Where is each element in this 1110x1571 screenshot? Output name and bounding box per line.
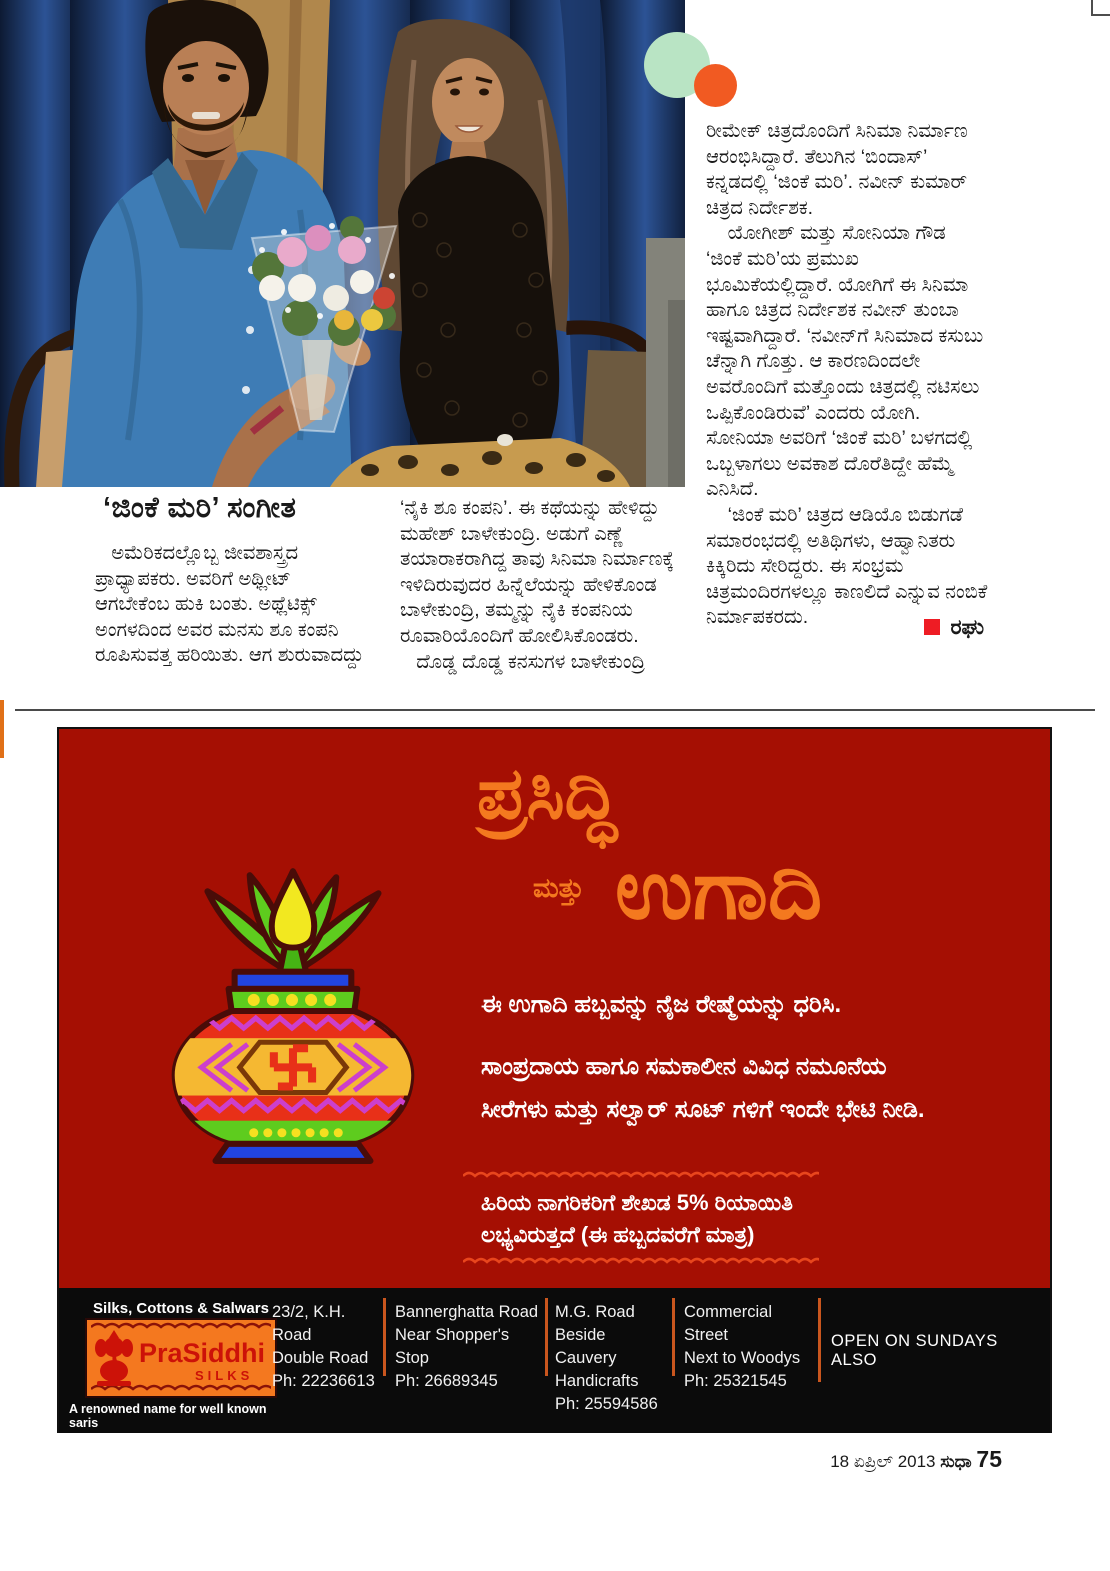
text-line: ರೂವಾರಿಯೊಂದಿಗೆ ಹೋಲಿಸಿಕೊಂಡರು. — [400, 624, 639, 647]
article-column-3 — [706, 119, 1018, 631]
text-line: ‘ಜಿಂಕೆ ಮರಿ’ ಚಿತ್ರದ ಆಡಿಯೊ ಬಿಡುಗಡೆ — [706, 503, 964, 526]
text-line: Ph: 25321545 — [684, 1372, 787, 1390]
text-line: ಆರಂಭಿಸಿದ್ದಾರೆ. ತೆಲುಗಿನ ‘ಬಿಂದಾಸ್’ — [706, 145, 928, 168]
text-line: ಭೂಮಿಕೆಯಲ್ಲಿದ್ದಾರೆ. ಯೋಗಿಗೆ ಈ ಸಿನಿಮಾ — [706, 273, 969, 296]
text-line: ಎನಿಸಿದೆ. — [706, 478, 759, 501]
text-line: Handicrafts — [555, 1372, 639, 1390]
text-line: M.G. Road — [555, 1303, 635, 1321]
ad-red-panel — [59, 729, 1050, 1288]
ad-body-lines — [481, 1045, 925, 1131]
text-line: ಹಾಗೂ ಚಿತ್ರದ ನಿರ್ದೇಶಕ ನವೀನ್ ತುಂಬಾ — [706, 299, 959, 322]
prasiddhi-silks-ad — [57, 727, 1052, 1433]
text-line: ಚಿತ್ರದ ನಿರ್ದೇಶಕ. — [706, 196, 814, 219]
text-line: ‘ನೈಕಿ ಶೂ ಕಂಪನಿ’. ಈ ಕಥೆಯನ್ನು ಹೇಳಿದ್ದು — [400, 497, 660, 519]
text-line: ಲಭ್ಯವಿರುತ್ತದೆ (ಈ ಹಬ್ಬದವರೆಗೆ ಮಾತ್ರ) — [481, 1222, 755, 1247]
prasiddhi-logo — [85, 1318, 277, 1398]
ad-headline-word2: ಉಗಾದಿ — [615, 842, 823, 936]
article-column-1 — [95, 541, 400, 669]
location-separator — [383, 1298, 386, 1376]
ad-offer-lines — [463, 1181, 823, 1257]
section-divider — [15, 709, 1095, 711]
ad-offer-block — [463, 1171, 823, 1267]
store-tagline-bottom: A renowned name for well known saris — [69, 1402, 267, 1430]
footer-date: 18 ಏಪ್ರಿಲ್ 2013 — [830, 1452, 936, 1471]
text-line: ಪ್ರಾಧ್ಯಾಪಕರು. ಅವರಿಗೆ ಅಥ್ಲೀಟ್ — [95, 567, 291, 590]
text-line: ಕನ್ನಡದಲ್ಲಿ ‘ಜಿಂಕೆ ಮರಿ’. ನವೀನ್ ಕುಮಾರ್ — [706, 171, 968, 194]
ad-store-strip — [59, 1288, 1050, 1433]
wavy-rule-bottom — [463, 1257, 819, 1267]
text-line: Ph: 22236613 — [272, 1372, 375, 1390]
article-column-2 — [400, 496, 710, 675]
byline-square-marker — [924, 619, 940, 635]
ad-lead-line: ಈ ಉಗಾದಿ ಹಬ್ಬವನ್ನು ನೈಜ ರೇಷ್ಮೆಯನ್ನು ಧರಿಸಿ. — [481, 991, 842, 1018]
footer-page-number: 75 — [976, 1446, 1002, 1472]
text-line: Ph: 26689345 — [395, 1372, 498, 1390]
text-line: Ph: 25594586 — [555, 1395, 658, 1413]
footer-magazine-name: ಸುಧಾ — [940, 1452, 972, 1471]
text-line: ಇಷ್ಟವಾಗಿದ್ದಾರೆ. ‘ನವೀನ್‌ಗೆ ಸಿನಿಮಾದ ಕಸುಬು — [706, 324, 984, 347]
store-location-kh-road — [272, 1301, 384, 1393]
text-line: ಯೋಗೀಶ್ ಮತ್ತು ಸೋನಿಯಾ ಗೌಡ — [706, 222, 946, 245]
text-line: ಹಿರಿಯ ನಾಗರಿಕರಿಗೆ ಶೇಖಡ 5% ರಿಯಾಯಿತಿ — [481, 1190, 793, 1215]
wavy-rule-top — [463, 1171, 819, 1181]
text-line: ಅಮೆರಿಕದಲ್ಲೊಬ್ಬ ಜೀವಶಾಸ್ತ್ರದ — [95, 542, 299, 564]
byline-name: ರಘು — [950, 616, 984, 639]
print-edge-artifact — [0, 700, 4, 758]
ad-headline-word1: ಪ್ರಸಿದ್ಧಿ — [477, 754, 617, 834]
byline — [706, 616, 984, 640]
text-line: Bannerghatta Road — [395, 1303, 539, 1321]
corner-crop-mark-horizontal — [1091, 14, 1110, 16]
text-line: ದೊಡ್ಡ ದೊಡ್ಡ ಕನಸುಗಳ ಬಾಳೇಕುಂದ್ರಿ — [400, 650, 645, 673]
text-line: ಮಹೇಶ್ ಬಾಳೇಕುಂದ್ರಿ. ಅಡುಗೆ ಎಣ್ಣೆ — [400, 522, 624, 545]
partial-person-right — [646, 238, 685, 487]
text-line: ಸಾಂಪ್ರದಾಯ ಹಾಗೂ ಸಮಕಾಲೀನ ವಿವಿಧ ನಮೂನೆಯ — [481, 1053, 887, 1080]
text-line: Beside Cauvery — [555, 1326, 617, 1367]
text-line: Near Shopper's Stop — [395, 1326, 510, 1367]
text-line: Commercial Street — [684, 1303, 773, 1344]
article-heading: ‘ಜಿಂಕೆ ಮರಿ’ ಸಂಗೀತ — [103, 492, 297, 524]
location-separator — [818, 1298, 821, 1382]
ganesha-icon — [91, 1328, 137, 1390]
location-separator — [545, 1298, 548, 1376]
location-separator — [672, 1298, 675, 1376]
text-line: ಕಿಕ್ಕಿರಿದು ಸೇರಿದ್ದರು. ಈ ಸಂಭ್ರಮ — [706, 555, 904, 578]
text-line: ಆಗಬೇಕೆಂಬ ಹುಕಿ ಬಂತು. ಅಥ್ಲೆಟಿಕ್ಸ್ — [95, 593, 317, 616]
store-location-commercial-street — [684, 1301, 814, 1393]
text-line: ರೀಮೇಕ್ ಚಿತ್ರದೊಂದಿಗೆ ಸಿನಿಮಾ ನಿರ್ಮಾಣ — [706, 120, 968, 142]
event-photo — [0, 0, 685, 487]
store-location-mg-road — [555, 1301, 667, 1416]
store-tagline-top: Silks, Cottons & Salwars — [93, 1300, 269, 1317]
text-line: ಇಳಿದಿರುವುದರ ಹಿನ್ನೆಲೆಯನ್ನು ಹೇಳಿಕೊಂಡ — [400, 573, 657, 596]
kalasha-illustration — [131, 841, 463, 1173]
event-photo-illustration — [0, 0, 685, 487]
text-line: ಒಬ್ಬಳಾಗಲು ಅವಕಾಶ ದೊರೆತಿದ್ದೇ ಹೆಮ್ಮೆ — [706, 452, 954, 475]
store-location-bannerghatta — [395, 1301, 541, 1393]
text-line: Double Road — [272, 1349, 369, 1367]
text-line: ಒಪ್ಪಿಕೊಂಡಿರುವೆ’ ಎಂದರು ಯೋಗಿ. — [706, 401, 921, 424]
text-line: ತಯಾರಾಕರಾಗಿದ್ದ ತಾವು ಸಿನಿಮಾ ನಿರ್ಮಾಣಕ್ಕೆ — [400, 548, 674, 571]
open-sundays-note: OPEN ON SUNDAYS ALSO — [831, 1332, 998, 1369]
text-line: ಚಿತ್ರಮಂದಿರಗಳಲ್ಲೂ ಕಾಣಲಿದೆ ಎನ್ನುವ ನಂಬಿಕೆ — [706, 580, 988, 603]
text-line: ಅಂಗಳದಿಂದ ಅವರ ಮನಸು ಶೂ ಕಂಪನಿ — [95, 618, 339, 641]
text-line: ಬಾಳೇಕುಂದ್ರಿ, ತಮ್ಮನ್ನು ನೈಕಿ ಕಂಪನಿಯ — [400, 599, 633, 622]
corner-crop-mark-vertical — [1091, 0, 1093, 15]
text-line: ರೂಪಿಸುವತ್ತ ಹರಿಯಿತು. ಆಗ ಶುರುವಾದದ್ದು — [95, 644, 364, 667]
text-line: ನಿರ್ಮಾಪಕರದು. — [706, 606, 809, 629]
text-line: Next to Woodys — [684, 1349, 801, 1367]
ad-headline-conjunction: ಮತ್ತು — [533, 873, 584, 903]
text-line: ‘ಜಿಂಕೆ ಮರಿ’ಯ ಪ್ರಮುಖ — [706, 247, 859, 270]
logo-subtitle: SILKS — [195, 1368, 254, 1383]
text-line: ಸೋನಿಯಾ ಅವರಿಗೆ ‘ಜಿಂಕೆ ಮರಿ’ ಬಳಗದಲ್ಲಿ — [706, 427, 973, 450]
page-footer — [700, 1446, 1002, 1473]
text-line: 23/2, K.H. Road — [272, 1303, 346, 1344]
text-line: ಚೆನ್ನಾಗಿ ಗೊತ್ತು. ಆ ಕಾರಣದಿಂದಲೇ — [706, 350, 921, 373]
text-line: ಸೀರೆಗಳು ಮತ್ತು ಸಲ್ವಾರ್ ಸೂಟ್ ಗಳಿಗೆ ಇಂದೇ ಭೇಟಿ ನೀಡಿ. — [481, 1096, 925, 1123]
decorative-circle-orange — [694, 64, 737, 107]
logo-name: PraSiddhi — [139, 1338, 266, 1368]
text-line: ಸಮಾರಂಭದಲ್ಲಿ ಅತಿಥಿಗಳು, ಆಹ್ವಾನಿತರು — [706, 529, 956, 552]
text-line: ಅವರೊಂದಿಗೆ ಮತ್ತೊಂದು ಚಿತ್ರದಲ್ಲಿ ನಟಿಸಲು — [706, 375, 980, 398]
